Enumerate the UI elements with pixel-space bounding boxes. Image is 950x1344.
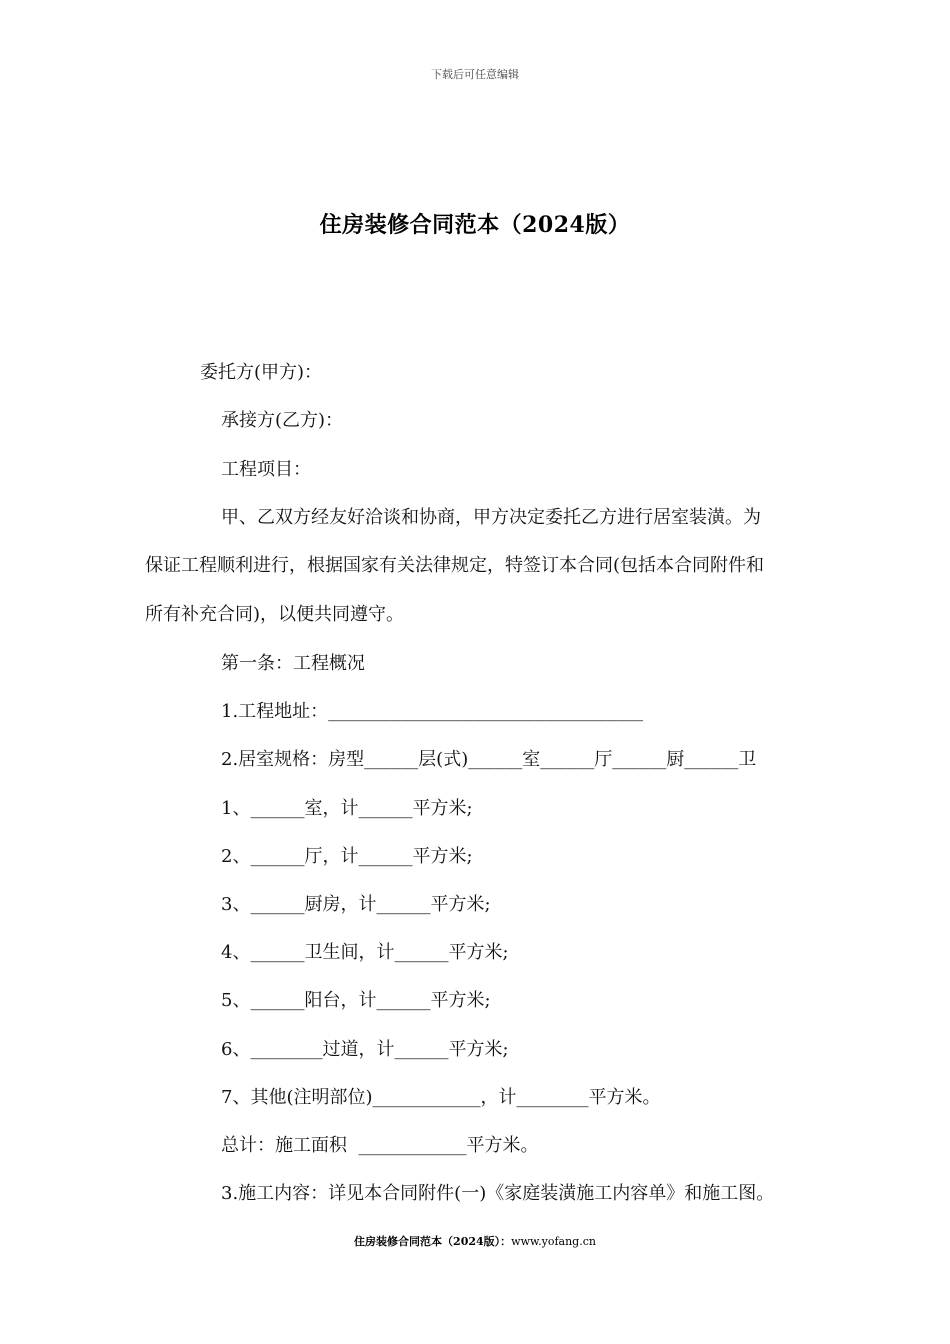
- header-note: 下载后可任意编辑: [431, 68, 519, 81]
- area-item-6: 6、________过道，计______平方米;: [221, 1039, 509, 1060]
- area-item-2: 2、______厅，计______平方米;: [221, 846, 473, 867]
- area-item-4: 4、______卫生间，计______平方米;: [221, 942, 509, 963]
- footer-title: 住房装修合同范本（2024版）：: [354, 1235, 512, 1248]
- total-area-line: 总计：施工面积 ____________平方米。: [221, 1135, 539, 1156]
- area-item-3: 3、______厨房，计______平方米;: [221, 894, 491, 915]
- document-title: 住房装修合同范本（2024版）: [319, 212, 631, 238]
- area-item-1: 1、______室，计______平方米;: [221, 798, 473, 819]
- area-item-7: 7、其他(注明部位)____________，计________平方米。: [221, 1087, 661, 1108]
- party-b-line: 承接方(乙方)：: [221, 410, 344, 431]
- footer: [0, 1233, 950, 1249]
- area-item-5: 5、______阳台，计______平方米;: [221, 990, 491, 1011]
- intro-paragraph-line-3: 所有补充合同)，以便共同遵守。: [145, 604, 405, 625]
- project-line: 工程项目：: [221, 459, 311, 480]
- intro-paragraph-line-1: 甲、乙双方经友好洽谈和协商，甲方决定委托乙方进行居室装潢。为: [221, 507, 761, 528]
- footer-url: www.yofang.cn: [511, 1235, 596, 1248]
- article-one-heading: 第一条：工程概况: [221, 653, 365, 674]
- party-a-line: 委托方(甲方)：: [200, 362, 323, 383]
- project-address-line: 1.工程地址：___________________________________: [221, 701, 644, 722]
- intro-paragraph-line-2: 保证工程顺利进行，根据国家有关法律规定，特签订本合同(包括本合同附件和: [145, 555, 765, 576]
- room-spec-line: 2.居室规格：房型______层(式)______室______厅______厨______卫: [221, 749, 757, 770]
- construction-content-line: 3.施工内容：详见本合同附件(一)《家庭装潢施工内容单》和施工图。: [221, 1183, 775, 1204]
